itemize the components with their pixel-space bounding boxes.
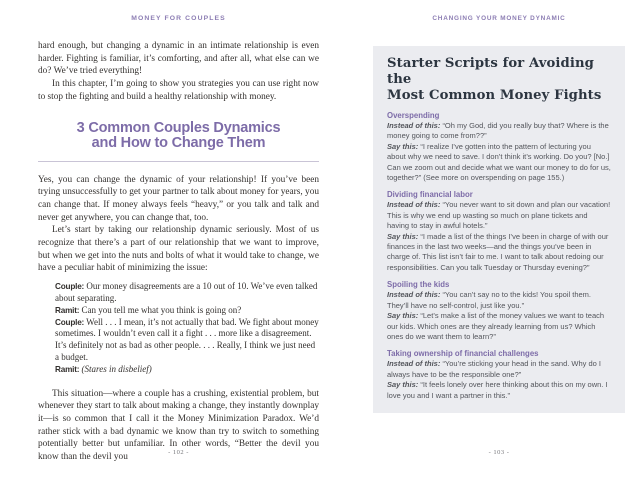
dialogue-block [55, 281, 319, 375]
chapter-heading-line1: 3 Common Couples Dynamics [76, 119, 281, 136]
say-line [387, 142, 611, 184]
say-text: “It feels lonely over here thinking about this on my own. I love you and I want a partner in this.” [387, 380, 608, 400]
say-text: “I realize I’ve gotten into the pattern of lecturing you about why we need to save. I don’t think it’s working. Do you? [No.] Can we zoom out and decide what we want our money to do for us, together?” (See more on overspending on page 155.) [387, 141, 611, 183]
scripts-box [373, 46, 625, 413]
instead-line [387, 359, 611, 380]
say-label: Say this: [387, 380, 419, 390]
page-number-left: - 102 - [168, 449, 189, 456]
running-head-left: MONEY FOR COUPLES [131, 15, 226, 22]
page-number-right: - 103 - [488, 449, 510, 456]
paragraph-5: This situation—where a couple has a crushing, existential problem, but whenever they start to talk about making a change, they instantly downplay it—is so common that I call it the Money Minimization Paradox. We’d rather stick with a bad dynamic we know than try to switch to something potentially better but unfamiliar. In other words, “Better the devil you know than the devil you [38, 388, 319, 463]
heading-divider [38, 161, 319, 162]
paragraph-2: In this chapter, I’m going to show you strategies you can use right now to stop the fighting and build a healthy relationship with money. [38, 79, 319, 102]
paragraph-4: Let’s start by taking our relationship dynamic seriously. Most of us recognize that there’s a part of our relationship that we want to improve, but when we get into the nuts and bolts of what it would take to change, we have a peculiar habit of minimizing the issue: [38, 225, 319, 274]
instead-line [387, 121, 611, 142]
chapter-heading-line2: and How to Change Them [91, 135, 266, 152]
dialogue-line [55, 281, 319, 305]
scripts-box-title-line2: Most Common Money Fights [387, 88, 602, 103]
left-page [38, 0, 319, 480]
say-text: “I made a list of the things I’ve been in charge of with our finances in the last two weeks—and the things you’ve been in charge of. This list isn’t fair to me. I want to talk about redoing our responsibilities. Can you talk Tuesday or Thursday evening?” [387, 231, 609, 272]
right-page [373, 0, 625, 480]
script-section-dividing-labor [387, 190, 611, 273]
script-section-heading: Dividing financial labor [387, 190, 473, 200]
paragraph-3: Yes, you can change the dynamic of your relationship! If you’ve been trying unsuccessfully to get your partner to talk about money for years, you can change that. If money always feels “heavy,” or you talk and talk and never get anywhere, you can change that, too. [38, 174, 319, 223]
running-head-right: CHANGING YOUR MONEY DYNAMIC [432, 15, 566, 22]
dialogue-line [55, 364, 319, 376]
dialogue-speaker: Couple: [55, 282, 85, 292]
dialogue-line [55, 305, 319, 317]
script-section-heading: Spoiling the kids [387, 280, 450, 290]
script-section-overspending [387, 111, 611, 183]
instead-label: Instead of this: [387, 200, 441, 210]
instead-text: “You’re sticking your head in the sand. Why do I always have to be the responsible one?” [387, 359, 601, 379]
scripts-box-title-line1: Starter Scripts for Avoiding the [387, 56, 594, 87]
dialogue-line [55, 317, 319, 364]
say-label: Say this: [387, 311, 419, 321]
instead-label: Instead of this: [387, 290, 441, 300]
say-text: “Let’s make a list of the money values we want to teach our kids. Which ones are they already learning from us? Which ones do we want them to learn?” [387, 311, 605, 341]
say-label: Say this: [387, 231, 419, 241]
chapter-heading [38, 121, 319, 152]
script-section-heading: Overspending [387, 111, 440, 120]
instead-text: “You never want to sit down and plan our vacation! This is why we end up wasting so much on plane tickets and having to stay in awful hotels.” [387, 200, 611, 231]
dialogue-speaker: Ramit: [55, 364, 80, 374]
dialogue-text: Can you tell me what you think is going on? [81, 304, 242, 315]
left-page-body [38, 40, 319, 464]
say-line [387, 232, 611, 274]
instead-text: “Oh my God, did you really buy that? Where is the money going to come from??” [387, 121, 609, 141]
dialogue-text: Well . . . I mean, it’s not actually that bad. We fight about money sometimes. I wouldn’t even call it a fight . . . more like a disagreement. It’s definitely not as bad as other people. . . . Really, I think we just need a budget. [55, 316, 319, 362]
script-section-taking-ownership [387, 349, 611, 401]
instead-text: “You can’t say no to the kids! You spoil them. They’ll have no self-control, just like you.” [387, 290, 592, 310]
script-section-spoiling-kids [387, 280, 611, 342]
dialogue-text-italic: (Stares in disbelief) [81, 363, 152, 374]
dialogue-speaker: Ramit: [55, 305, 80, 315]
instead-label: Instead of this: [387, 359, 441, 369]
say-line [387, 380, 611, 401]
say-line [387, 311, 611, 342]
instead-line [387, 290, 611, 311]
instead-line [387, 200, 611, 231]
instead-label: Instead of this: [387, 121, 441, 130]
dialogue-speaker: Couple: [55, 317, 85, 327]
paragraph-1: hard enough, but changing a dynamic in an intimate relationship is even harder. Fighting is familiar, it’s comforting, and after all, what else can we do? We’ve tried everything! [38, 41, 319, 77]
scripts-box-title [387, 56, 611, 104]
say-label: Say this: [387, 141, 419, 151]
dialogue-text: Our money disagreements are a 10 out of 10. We’ve even talked about separating. [55, 281, 318, 303]
script-section-heading: Taking ownership of financial challenges [387, 349, 539, 359]
